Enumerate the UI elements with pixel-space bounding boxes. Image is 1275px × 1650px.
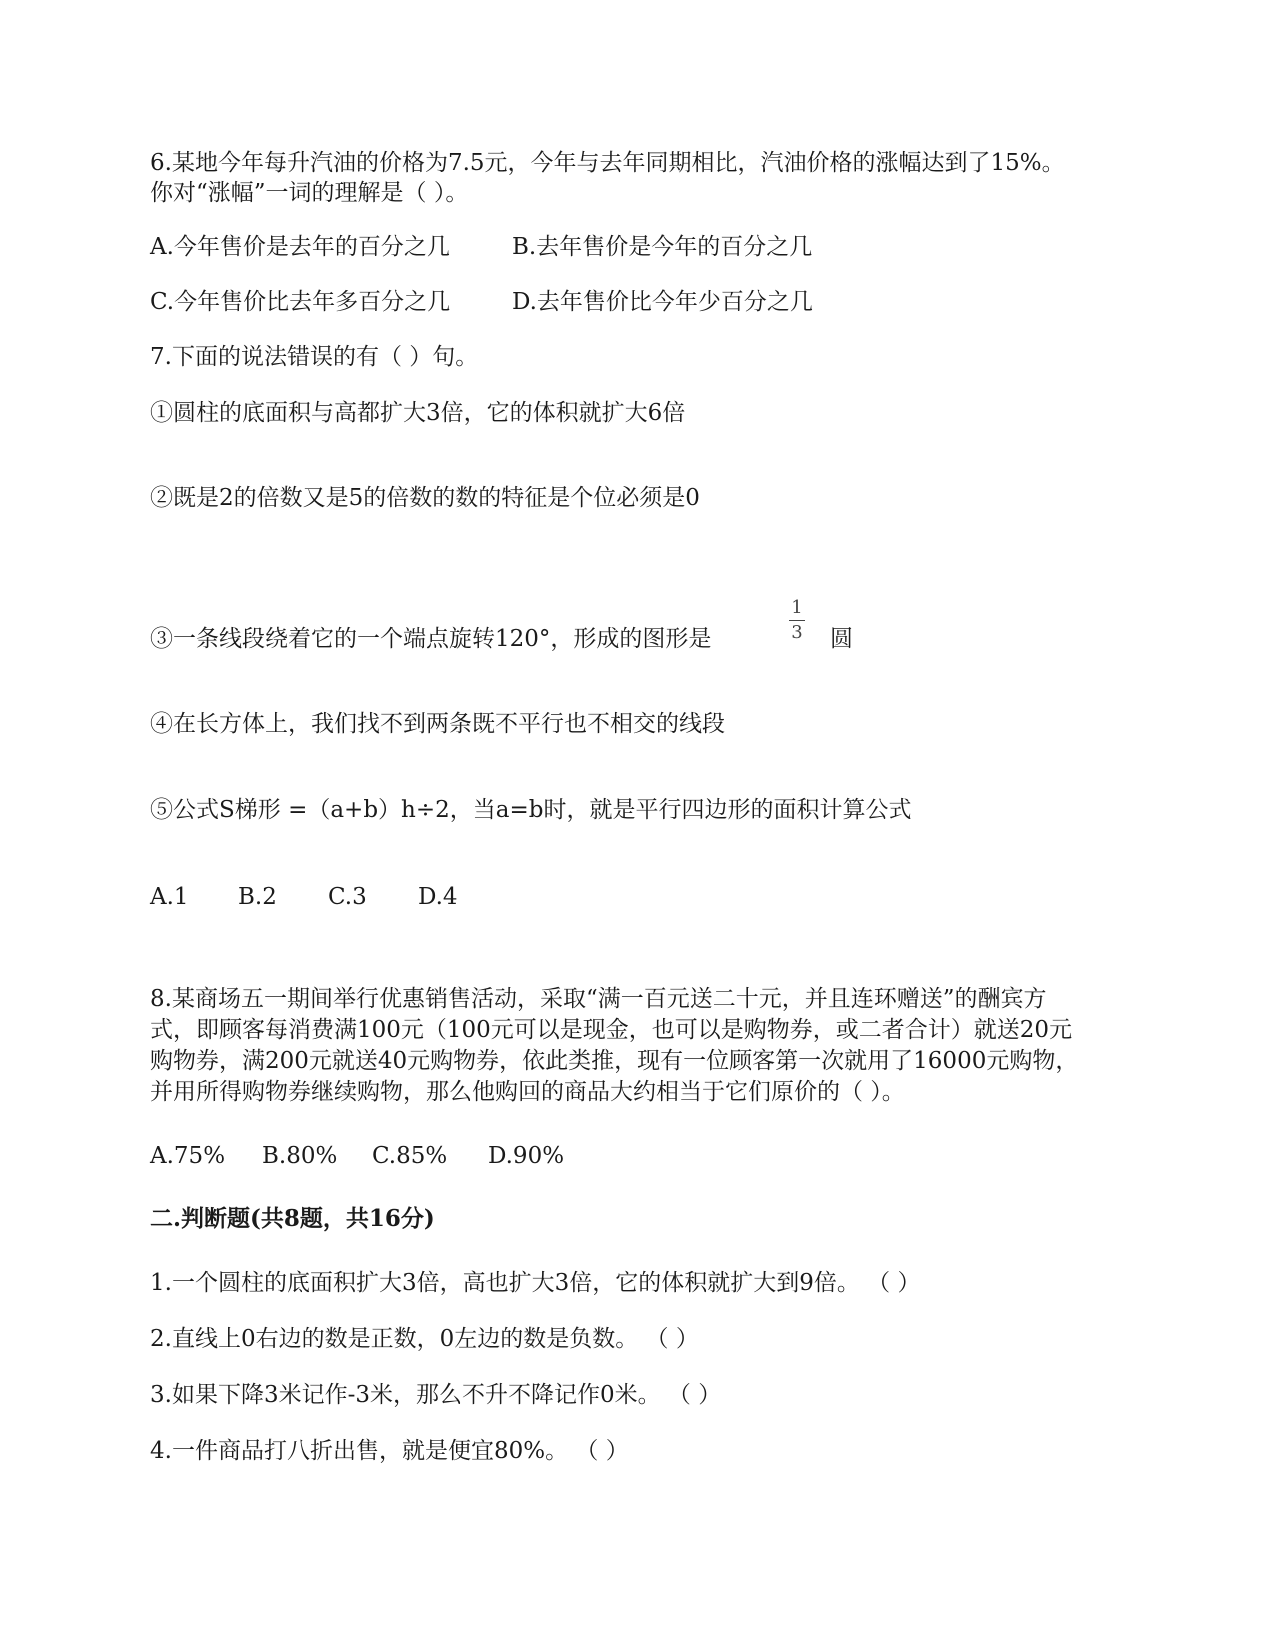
q8-option-a: A.75% (150, 1143, 226, 1169)
tf-item-1: 1.一个圆柱的底面积扩大3倍，高也扩大3倍，它的体积就扩大到9倍。 （ ） (150, 1270, 921, 1296)
fraction-numerator: 1 (791, 597, 803, 618)
q6-stem-line-2: 你对“涨幅”一词的理解是（ ）。 (150, 180, 469, 206)
fraction-one-third (786, 598, 808, 643)
q7-stem: 7.下面的说法错误的有（ ）句。 (150, 344, 479, 370)
q7-option-b: B.2 (238, 884, 277, 910)
q7-statement-5: ⑤公式S梯形 =（a+b）h÷2，当a=b时，就是平行四边形的面积计算公式 (150, 797, 912, 823)
q8-stem-line-1: 8.某商场五一期间举行优惠销售活动，采取“满一百元送二十元，并且连环赠送”的酬宾方 (150, 986, 1047, 1012)
fraction-denominator: 3 (791, 622, 803, 643)
q7-statement-2: ②既是2的倍数又是5的倍数的数的特征是个位必须是0 (150, 485, 700, 511)
q6-option-b: B.去年售价是今年的百分之几 (512, 234, 813, 260)
q7-option-c: C.3 (328, 884, 367, 910)
q8-option-d: D.90% (488, 1143, 565, 1169)
fraction-bar (789, 620, 805, 621)
tf-item-2: 2.直线上0右边的数是正数，0左边的数是负数。 （ ） (150, 1326, 699, 1352)
q7-statement-3-suffix: 圆 (830, 626, 853, 652)
q6-option-a: A.今年售价是去年的百分之几 (150, 234, 450, 260)
q6-stem-line-1: 6.某地今年每升汽油的价格为7.5元，今年与去年同期相比，汽油价格的涨幅达到了15%。 (150, 150, 1065, 176)
q7-statement-3: ③一条线段绕着它的一个端点旋转120°，形成的图形是 (150, 626, 712, 652)
q8-option-c: C.85% (372, 1143, 448, 1169)
tf-item-4: 4.一件商品打八折出售，就是便宜80%。 （ ） (150, 1438, 629, 1464)
q7-option-d: D.4 (418, 884, 458, 910)
section-heading: 二.判断题(共8题，共16分) (150, 1205, 435, 1232)
q8-stem-line-2: 式，即顾客每消费满100元（100元可以是现金，也可以是购物券，或二者合计）就送20元 (150, 1017, 1073, 1043)
q6-option-d: D.去年售价比今年少百分之几 (512, 289, 813, 315)
q8-stem-line-4: 并用所得购物券继续购物，那么他购回的商品大约相当于它们原价的（ ）。 (150, 1079, 905, 1105)
q8-stem-line-3: 购物券，满200元就送40元购物券，依此类推，现有一位顾客第一次就用了16000元购物， (150, 1048, 1079, 1074)
q6-option-c: C.今年售价比去年多百分之几 (150, 289, 451, 315)
q7-option-a: A.1 (150, 884, 189, 910)
q7-statement-4: ④在长方体上，我们找不到两条既不平行也不相交的线段 (150, 711, 725, 737)
tf-item-3: 3.如果下降3米记作-3米，那么不升不降记作0米。 （ ） (150, 1382, 722, 1408)
q7-statement-1: ①圆柱的底面积与高都扩大3倍，它的体积就扩大6倍 (150, 400, 686, 426)
q8-option-b: B.80% (262, 1143, 338, 1169)
